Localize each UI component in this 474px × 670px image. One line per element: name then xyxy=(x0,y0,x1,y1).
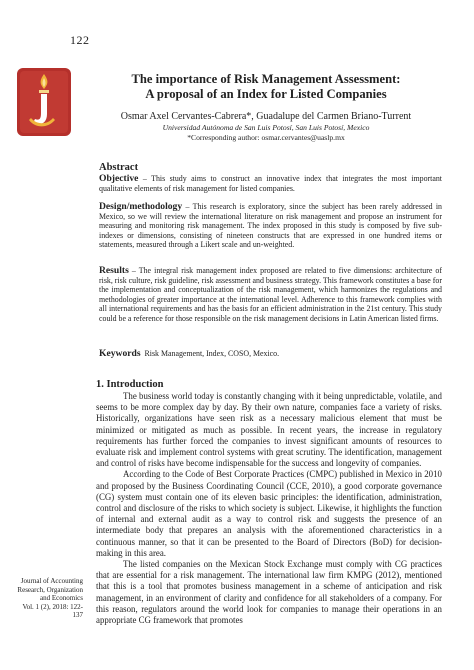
keywords-text: Risk Management, Index, COSO, Mexico. xyxy=(144,349,280,358)
intro-paragraph-2: According to the Code of Best Corporate Practices (CMPC) published in Mexico in 2010 and proposed by the Business Coordinating Council (CCE, 2010), a good corporate governance (CG) system must contain one of its eleven basic principles: the identification, administration, control and disclosure of the risks to which society is subject. Likewise, it highlights the function of internal and external audit as a way to control risk and suggests the presence of an intermediate body that prepares an analysis with the aforementioned characteristics in a continuous manner, so that it can be presented to the Board of Directors (BoD) for decision-making in this area. xyxy=(96,469,442,558)
title-line-2: A proposal of an Index for Listed Companies xyxy=(145,86,387,101)
objective-text: – This study aims to construct an innovative index that integrates the most important qualitative elements of risk management for listed companies. xyxy=(99,174,442,193)
abstract-objective xyxy=(99,174,442,193)
objective-label: Objective xyxy=(99,173,139,184)
keywords-label: Keywords xyxy=(99,348,141,359)
abstract-heading: Abstract xyxy=(99,162,139,173)
title-line-1: The importance of Risk Management Assessment: xyxy=(131,72,401,86)
abstract-results xyxy=(99,266,442,323)
results-label: Results xyxy=(99,265,129,276)
design-label: Design/methodology xyxy=(99,201,183,212)
abstract-design xyxy=(99,202,442,250)
corresponding-author: *Corresponding author: osmar.cervantes@uaslp.mx xyxy=(187,133,345,142)
paper-title xyxy=(90,72,442,101)
journal-line-2: Research, Organization xyxy=(17,585,83,594)
results-text: – The integral risk management index proposed are related to five dimensions: architecture of risk, risk culture, risk guideline, risk assessment and business strategy. This framework constitutes a base for the implementation and conceptualization of the risk management, which harmonizes the regulations and methodologies of greater importance at the international level. Adherence to this framework complies with all international requirements and has the basis for an efficient administration in the 21st century. This study could be a reference for those responsible on the risk management decisions in Latin American listed firms. xyxy=(99,266,442,323)
design-text: – This research is exploratory, since the subject has been rarely addressed in Mexico, so we will review the international literature on risk management and propose an instrument for measuring and monitoring risk management. The index proposed in this study is composed by five sub-indexes or dimensions, consisting of nineteen constructs that are expressed in one hundred items or statements, measured through a Likert scale and un-weighted. xyxy=(99,202,442,249)
journal-line-1: Journal of Accounting xyxy=(20,577,83,585)
introduction-body xyxy=(96,391,442,626)
journal-line-4: Vol. 1 (2), 2018: 122-137 xyxy=(22,602,83,620)
authors: Osmar Axel Cervantes-Cabrera*, Guadalupe del Carmen Briano-Turrent xyxy=(120,111,412,122)
page-number: 122 xyxy=(70,33,90,47)
intro-paragraph-1: The business world today is constantly changing with it being unpredictable, volatile, and seems to be more complex day by day. By their own nature, companies face a variety of risks. Historically, organizations have seen risk as a necessary malicious element that must be minimized or mitigated as much as possible. In recent years, the increase in regulatory requirements has further forced the companies to invest significant amounts of resources to evaluate risk and implement control systems with great scrutiny. The identification, management and control of risks have become indispensable for the success and longevity of companies. xyxy=(96,391,442,469)
section-heading: 1. Introduction xyxy=(96,379,164,390)
affiliation: Universidad Autónoma de San Luis Potosí, San Luis Potosí, Mexico xyxy=(162,123,370,132)
journal-line-3: and Economics xyxy=(40,594,83,603)
keywords xyxy=(99,348,279,359)
journal-citation xyxy=(13,577,83,620)
journal-logo-icon xyxy=(17,68,71,136)
intro-paragraph-3: The listed companies on the Mexican Stock Exchange must comply with CG practices that are essential for a risk management. The international law firm KMPG (2012), mentioned that this is a tool that promotes business management in a scheme of anticipation and risk management, in an environment of clarity and confidence for all stakeholders of a company. For this reason, regulators around the world look for companies to manage their operations in an appropriate CG framework that promotes xyxy=(96,559,442,626)
